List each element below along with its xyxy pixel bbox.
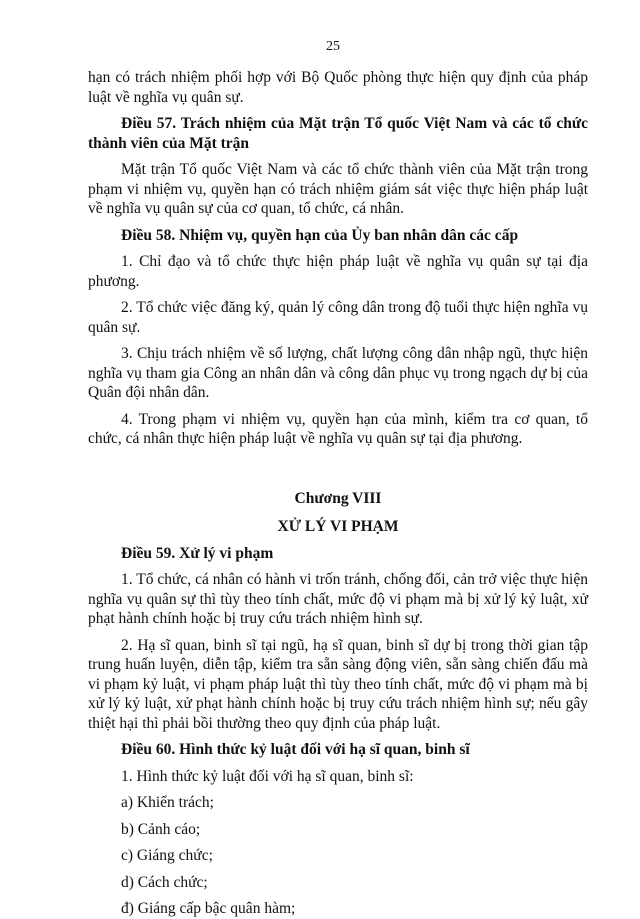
article-58-item: 4. Trong phạm vi nhiệm vụ, quyền hạn của mình, kiểm tra cơ quan, tổ chức, cá nhân thực hiện pháp luật về nghĩa vụ quân sự tại địa phương.	[88, 410, 588, 447]
discipline-form-item: d) Cách chức;	[121, 873, 208, 891]
article-59-item: 1. Tổ chức, cá nhân có hành vi trốn tránh, chống đối, cản trở việc thực hiện nghĩa vụ quân sự thì tùy theo tính chất, mức độ vi phạm mà bị xử lý kỷ luật, xử phạt hành chính hoặc bị truy cứu trách nhiệm hình sự.	[88, 571, 588, 627]
article-59-item: 2. Hạ sĩ quan, binh sĩ tại ngũ, hạ sĩ quan, binh sĩ dự bị trong thời gian tập trung huấn luyện, diễn tập, kiểm tra sẵn sàng động viên, sẵn sàng chiến đấu mà vi phạm kỷ luật, vi phạm pháp luật thì tùy theo tính chất, mức độ vi phạm mà bị xử lý kỷ luật, xử phạt hành chính hoặc bị truy cứu trách nhiệm hình sự; nếu gây thiệt hại thì phải bồi thường theo quy định của pháp luật.	[88, 636, 588, 732]
discipline-form-item: c) Giáng chức;	[121, 847, 213, 864]
discipline-form-item: a) Khiển trách;	[121, 794, 214, 811]
article-57-title: Điều 57. Trách nhiệm của Mặt trận Tổ quốc Việt Nam và các tổ chức thành viên của Mặt trận	[88, 115, 588, 152]
article-58-item: 1. Chỉ đạo và tổ chức thực hiện pháp luật về nghĩa vụ quân sự tại địa phương.	[88, 253, 588, 290]
article-58-item: 2. Tổ chức việc đăng ký, quản lý công dân trong độ tuổi thực hiện nghĩa vụ quân sự.	[88, 299, 588, 336]
article-57-body: Mặt trận Tổ quốc Việt Nam và các tổ chức thành viên của Mặt trận trong phạm vi nhiệm vụ, quyền hạn có trách nhiệm giám sát việc thực hiện pháp luật về nghĩa vụ quân sự của cơ quan, tổ chức, cá nhân.	[88, 161, 588, 217]
chapter-number: Chương VIII	[294, 489, 382, 507]
continuation-paragraph: hạn có trách nhiệm phối hợp với Bộ Quốc phòng thực hiện quy định của pháp luật về nghĩa vụ quân sự.	[88, 69, 588, 106]
article-60-title: Điều 60. Hình thức kỷ luật đối với hạ sĩ quan, binh sĩ	[121, 741, 470, 758]
article-58-title: Điều 58. Nhiệm vụ, quyền hạn của Ủy ban nhân dân các cấp	[121, 226, 519, 244]
article-58-item: 3. Chịu trách nhiệm về số lượng, chất lượng công dân nhập ngũ, thực hiện nghĩa vụ tham gia Công an nhân dân và công dân phục vụ trong ngạch dự bị của Quân đội nhân dân.	[88, 345, 588, 401]
chapter-title: XỬ LÝ VI PHẠM	[277, 518, 399, 535]
page-number: 25	[326, 39, 340, 54]
discipline-form-item: b) Cảnh cáo;	[121, 820, 201, 838]
article-60-intro: 1. Hình thức kỷ luật đối với hạ sĩ quan, binh sĩ:	[121, 767, 414, 785]
document-page	[88, 38, 588, 919]
article-59-title: Điều 59. Xử lý vi phạm	[121, 544, 274, 562]
discipline-form-item: đ) Giáng cấp bậc quân hàm;	[121, 900, 296, 917]
